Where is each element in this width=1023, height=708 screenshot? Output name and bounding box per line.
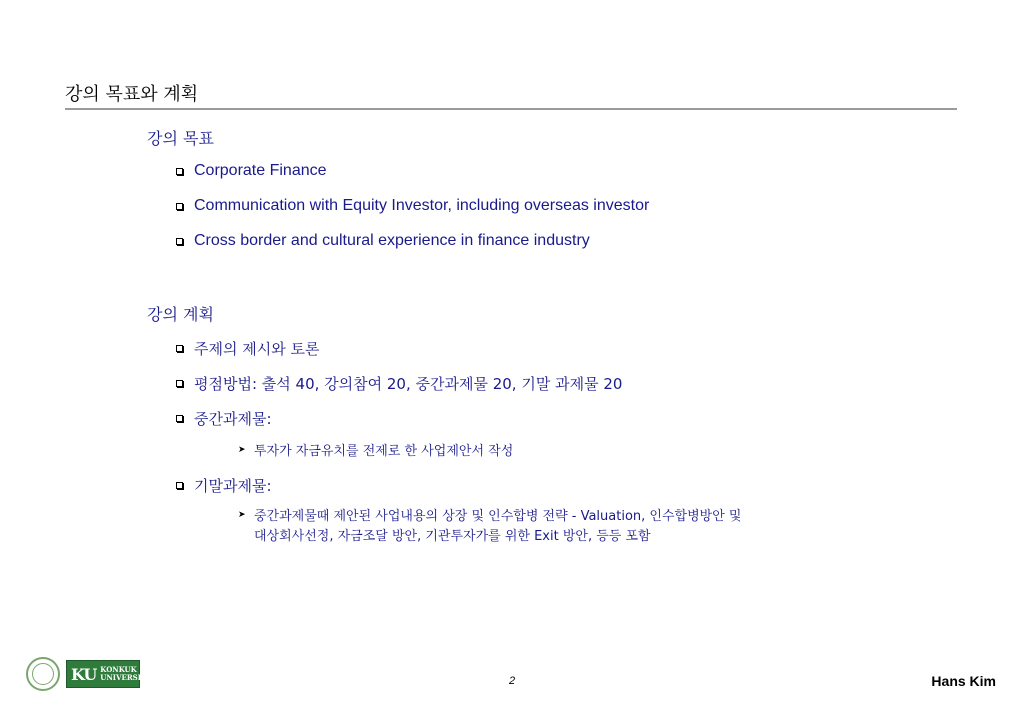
plan-item-label: 중간과제물: bbox=[194, 410, 272, 428]
footer-logos bbox=[26, 657, 152, 691]
sub-item-line: 대상회사선정, 자금조달 방안, 기관투자가를 위한 Exit 방안, 등등 포함 bbox=[254, 529, 651, 544]
konkuk-logo bbox=[66, 660, 152, 688]
author-name: Hans Kim bbox=[931, 673, 996, 689]
university-seal-icon bbox=[26, 657, 60, 691]
logo-line: KONKUK bbox=[100, 665, 137, 674]
square-bullet-icon bbox=[176, 203, 183, 210]
goal-item-label: Cross border and cultural experience in finance industry bbox=[194, 232, 590, 249]
square-bullet-icon bbox=[176, 482, 183, 489]
square-bullet-icon bbox=[176, 345, 183, 352]
goal-item-label: Communication with Equity Investor, including overseas investor bbox=[194, 197, 650, 214]
plan-item-final bbox=[176, 475, 272, 496]
goal-item bbox=[176, 232, 590, 250]
midterm-sub-item bbox=[238, 442, 513, 462]
title-divider bbox=[65, 108, 957, 110]
page-number: 2 bbox=[509, 675, 516, 687]
logo-mark: KU bbox=[71, 664, 97, 684]
sub-item-text bbox=[254, 507, 741, 547]
square-bullet-icon bbox=[176, 238, 183, 245]
plan-heading: 강의 계획 bbox=[147, 305, 214, 324]
goal-item bbox=[176, 197, 649, 215]
square-bullet-icon bbox=[176, 415, 183, 422]
plan-item-grading bbox=[176, 373, 622, 394]
plan-item-label: 기말과제물: bbox=[194, 477, 272, 495]
logo-line: UNIVERSITY bbox=[100, 673, 152, 682]
plan-item-label: 평점방법: 출석 40, 강의참여 20, 중간과제물 20, 기말 과제물 20 bbox=[194, 375, 623, 393]
goals-heading: 강의 목표 bbox=[147, 129, 214, 148]
plan-item-topic bbox=[176, 338, 319, 359]
arrow-bullet-icon: ➤ bbox=[238, 510, 246, 520]
slide-title: 강의 목표와 계획 bbox=[65, 84, 199, 105]
goal-item-label: Corporate Finance bbox=[194, 162, 327, 179]
square-bullet-icon bbox=[176, 380, 183, 387]
square-bullet-icon bbox=[176, 168, 183, 175]
final-sub-item bbox=[238, 507, 741, 547]
goal-item bbox=[176, 162, 327, 180]
plan-item-label: 주제의 제시와 토론 bbox=[194, 340, 320, 358]
sub-item-line: 중간과제물때 제안된 사업내용의 상장 및 인수합병 전략 - Valuation, 인수합병방안 및 bbox=[254, 509, 742, 524]
plan-item-midterm bbox=[176, 408, 272, 429]
arrow-bullet-icon: ➤ bbox=[238, 445, 246, 455]
sub-item-label: 투자가 자금유치를 전제로 한 사업제안서 작성 bbox=[254, 444, 514, 459]
